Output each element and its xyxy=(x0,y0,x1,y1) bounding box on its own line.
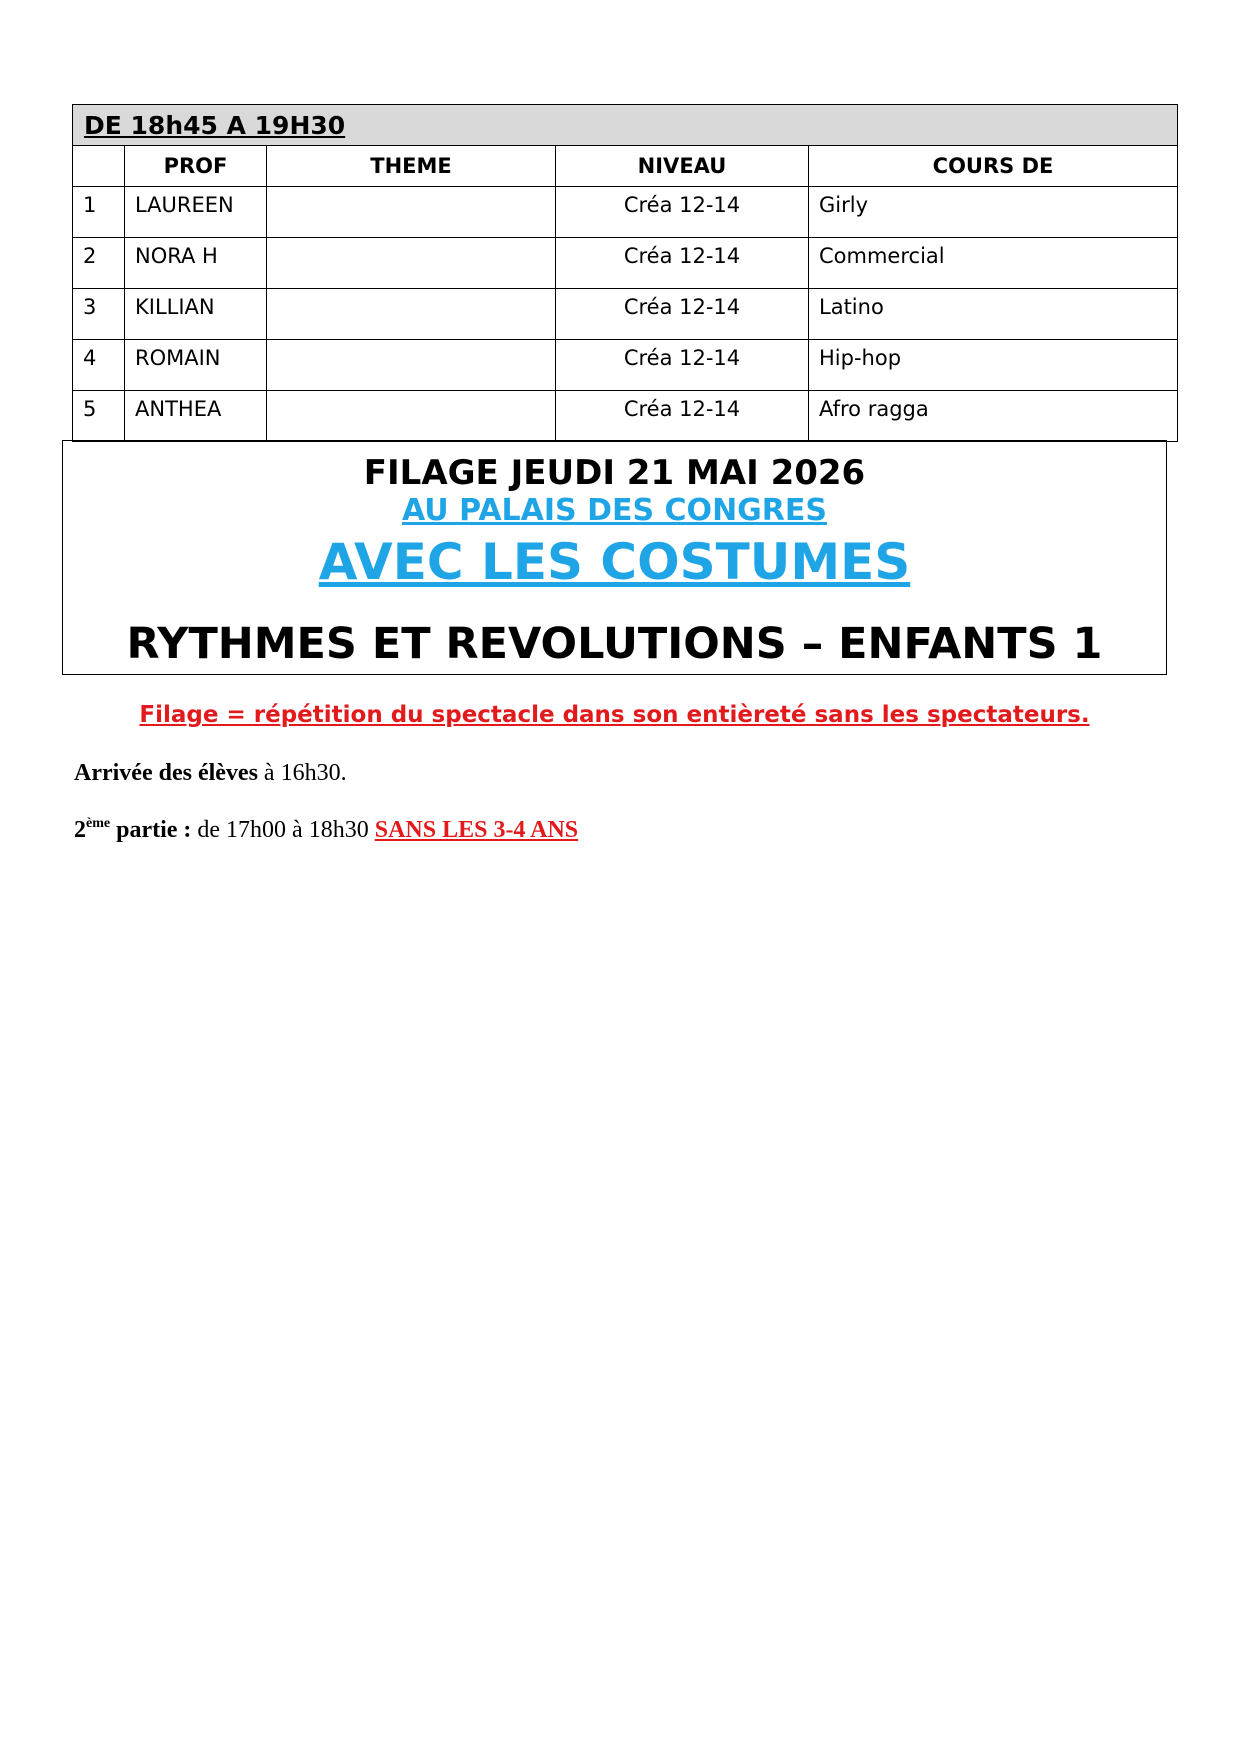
row-cours: Afro ragga xyxy=(809,391,1178,442)
row-theme xyxy=(267,238,556,289)
header-prof: PROF xyxy=(125,146,267,187)
filage-announcement-box xyxy=(62,440,1167,675)
row-num: 3 xyxy=(73,289,125,340)
arrival-label: Arrivée des élèves xyxy=(74,760,258,786)
header-theme: THEME xyxy=(267,146,556,187)
part-number: 2 xyxy=(74,817,86,843)
row-niveau: Créa 12-14 xyxy=(556,238,809,289)
part-line xyxy=(74,816,578,844)
part-superscript: ème xyxy=(86,816,111,831)
row-cours: Girly xyxy=(809,187,1178,238)
table-row xyxy=(73,391,1178,442)
row-niveau: Créa 12-14 xyxy=(556,289,809,340)
time-slot-row xyxy=(73,105,1178,146)
row-num: 1 xyxy=(73,187,125,238)
filage-definition: Filage = répétition du spectacle dans son entièreté sans les spectateurs. xyxy=(139,702,1090,728)
row-prof: LAUREEN xyxy=(125,187,267,238)
row-prof: ROMAIN xyxy=(125,340,267,391)
table-row xyxy=(73,238,1178,289)
row-prof: KILLIAN xyxy=(125,289,267,340)
row-niveau: Créa 12-14 xyxy=(556,391,809,442)
table-row xyxy=(73,340,1178,391)
header-num xyxy=(73,146,125,187)
row-theme xyxy=(267,340,556,391)
row-num: 2 xyxy=(73,238,125,289)
row-cours: Hip-hop xyxy=(809,340,1178,391)
table-row xyxy=(73,289,1178,340)
row-cours: Commercial xyxy=(809,238,1178,289)
row-num: 5 xyxy=(73,391,125,442)
time-slot-label: DE 18h45 A 19H30 xyxy=(73,105,1178,146)
row-theme xyxy=(267,187,556,238)
header-niveau: NIVEAU xyxy=(556,146,809,187)
header-cours: COURS DE xyxy=(809,146,1178,187)
row-cours: Latino xyxy=(809,289,1178,340)
arrival-time: à 16h30. xyxy=(257,760,347,786)
row-niveau: Créa 12-14 xyxy=(556,340,809,391)
row-prof: ANTHEA xyxy=(125,391,267,442)
table-row xyxy=(73,187,1178,238)
age-warning: SANS LES 3-4 ANS xyxy=(374,817,579,843)
filage-title: FILAGE JEUDI 21 MAI 2026 xyxy=(363,453,866,493)
row-prof: NORA H xyxy=(125,238,267,289)
table-header-row xyxy=(73,146,1178,187)
arrival-line xyxy=(74,759,347,787)
row-theme xyxy=(267,391,556,442)
schedule-table xyxy=(72,104,1178,442)
filage-costumes-notice: AVEC LES COSTUMES xyxy=(318,533,911,591)
row-theme xyxy=(267,289,556,340)
part-time: de 17h00 à 18h30 xyxy=(191,817,375,843)
row-num: 4 xyxy=(73,340,125,391)
show-title: RYTHMES ET REVOLUTIONS – ENFANTS 1 xyxy=(126,619,1103,669)
part-label: partie : xyxy=(110,817,192,843)
row-niveau: Créa 12-14 xyxy=(556,187,809,238)
filage-venue: AU PALAIS DES CONGRES xyxy=(402,493,827,528)
